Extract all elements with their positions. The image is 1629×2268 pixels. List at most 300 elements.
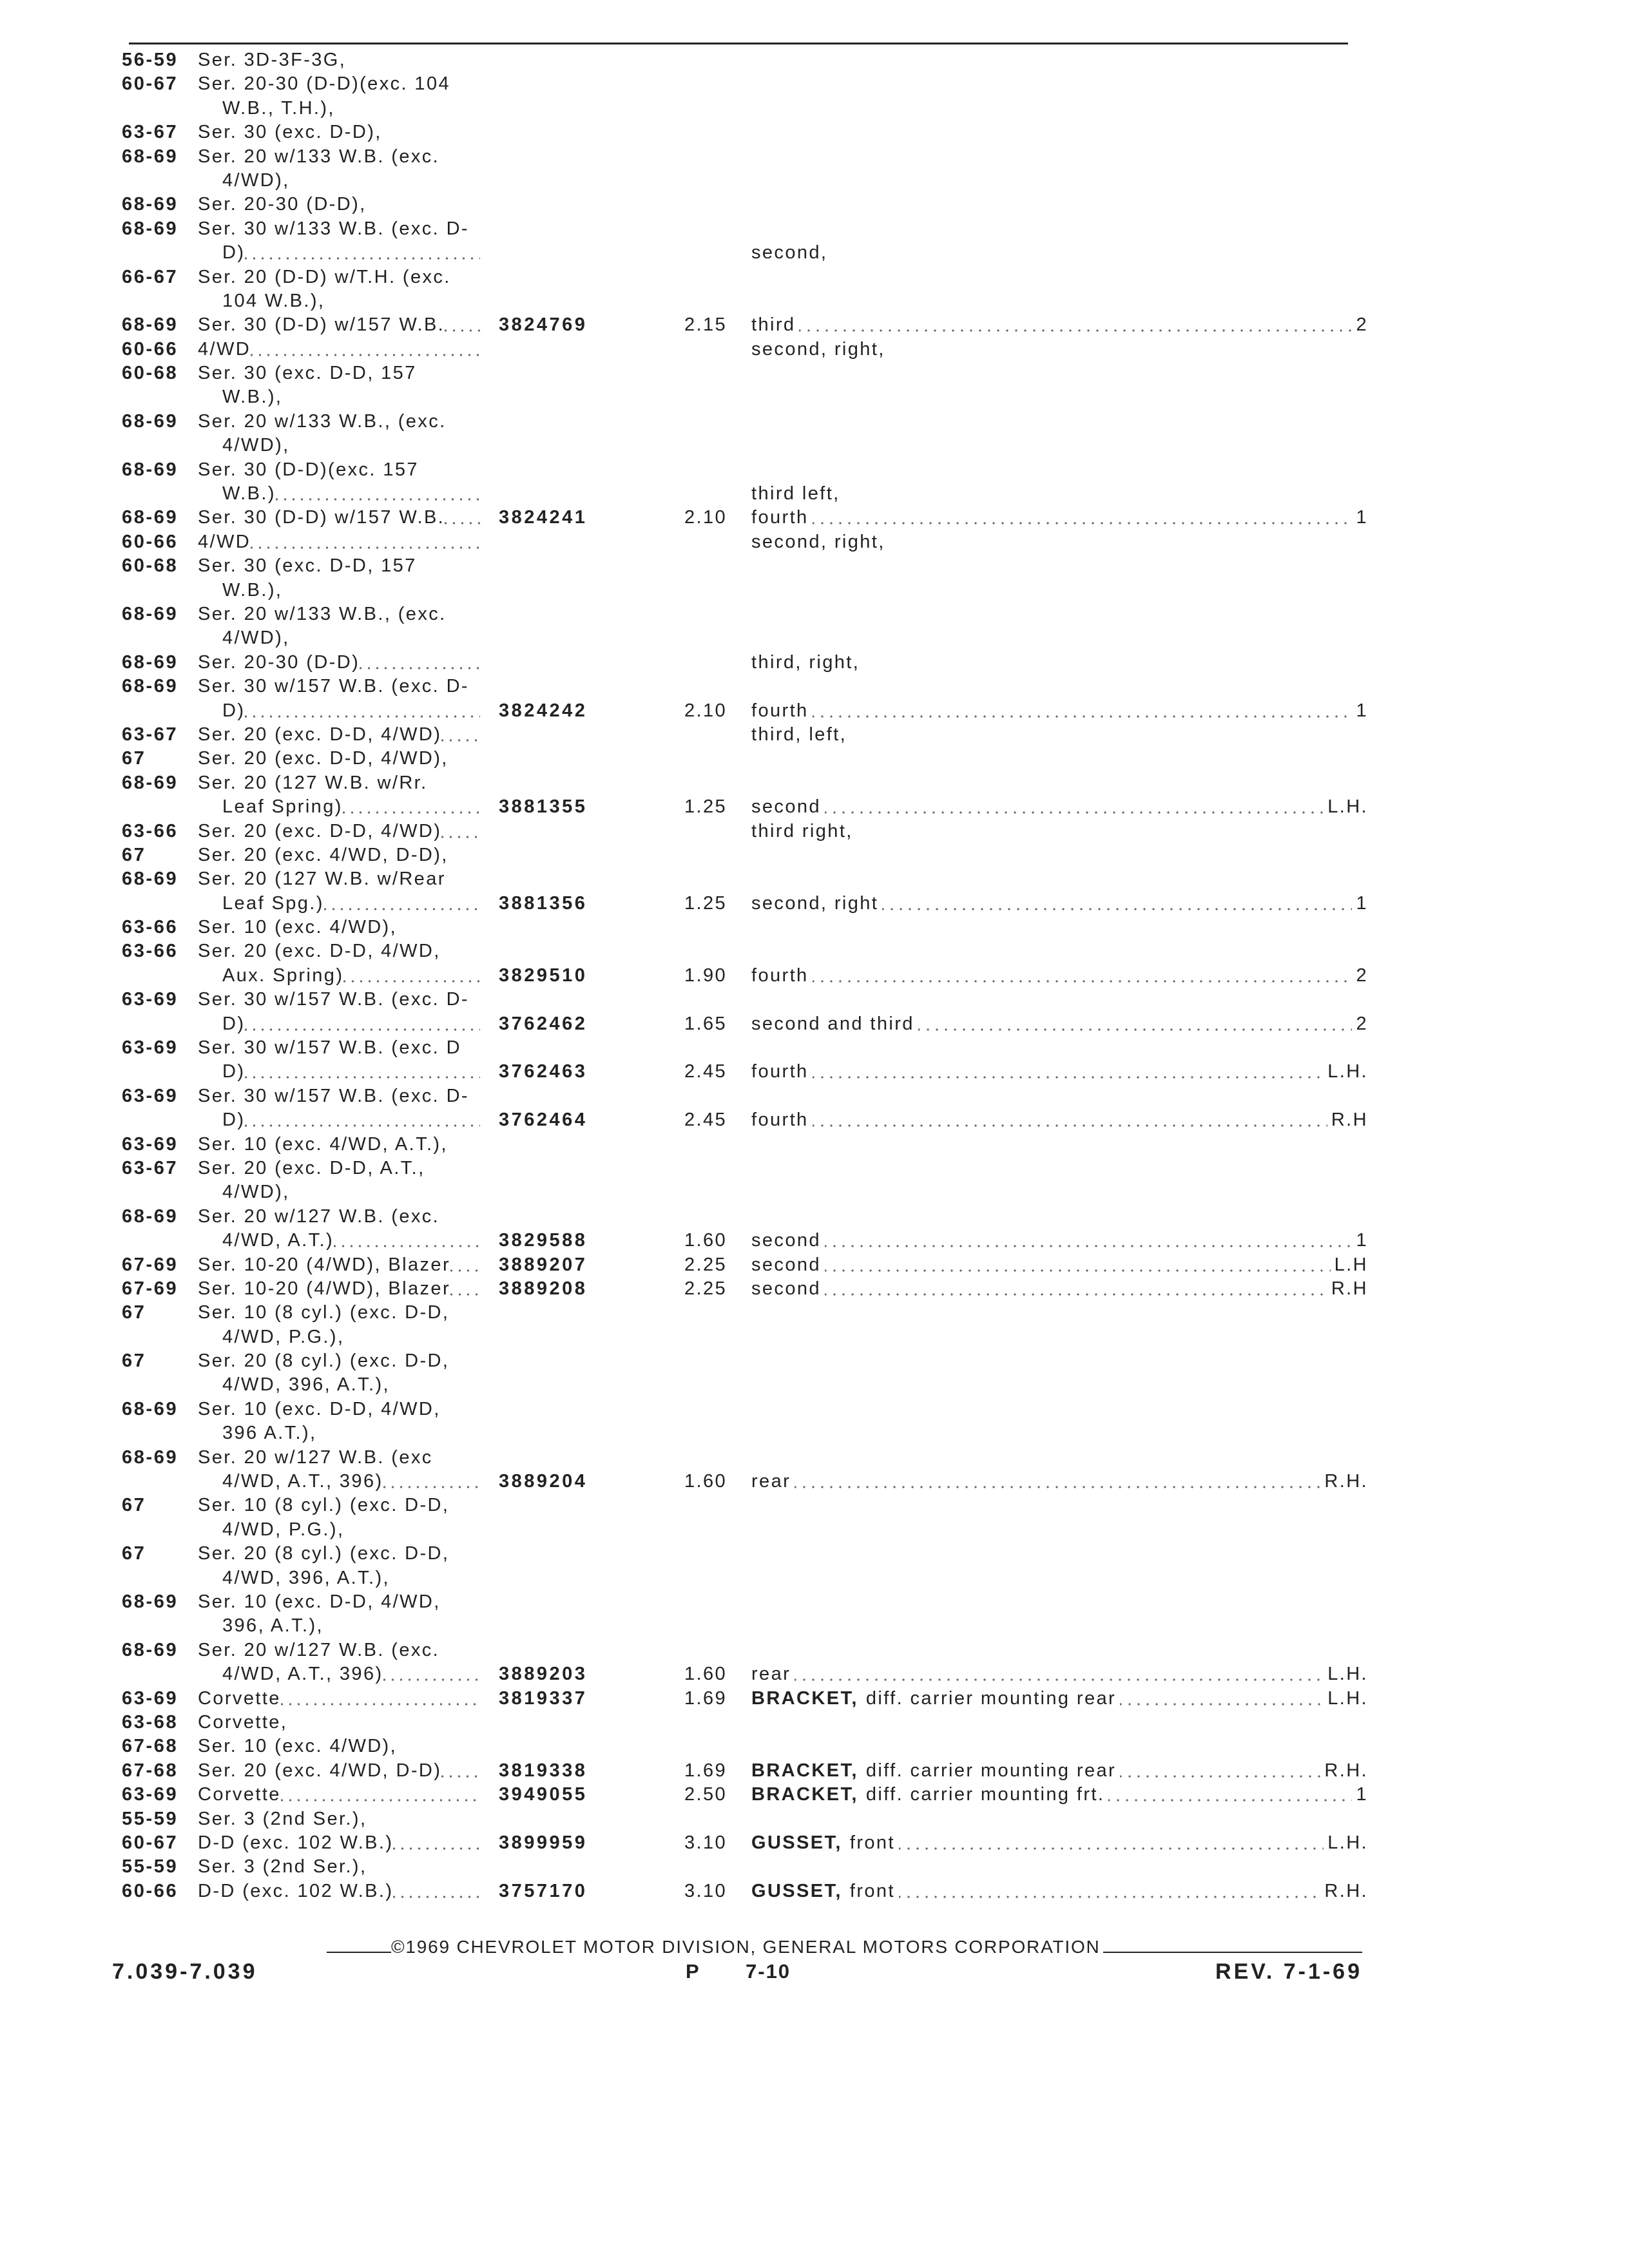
table-row (0, 1398, 1629, 1421)
application-cell (222, 385, 480, 409)
table-row (0, 1590, 1629, 1614)
model-years: 67-68 (122, 1760, 178, 1781)
table-row (0, 338, 1629, 361)
application-text: Ser. 3 (2nd Ser.), (198, 1808, 367, 1829)
dot-leader (281, 1783, 480, 1807)
table-row (0, 1349, 1629, 1373)
model-years: 68-69 (122, 1398, 178, 1419)
model-years: 67 (122, 1302, 146, 1323)
quantity: R.H (1331, 1110, 1368, 1131)
application-cell (222, 1325, 480, 1349)
application-cell (222, 795, 480, 819)
model-years: 67 (122, 1543, 146, 1564)
price: 1.25 (684, 796, 727, 818)
application-text: 4/WD, 396, A.T.), (222, 1374, 390, 1396)
description-cell (751, 1012, 1368, 1036)
application-cell (222, 892, 480, 916)
application-text: Ser. 10 (exc. D-D, 4/WD, (198, 1591, 441, 1612)
application-cell (198, 1542, 480, 1566)
description-cell (751, 1470, 1368, 1494)
application-cell (222, 1566, 480, 1590)
model-years: 60-66 (122, 531, 178, 552)
application-cell (198, 193, 480, 216)
application-cell (198, 1831, 480, 1855)
price: 2.25 (684, 1254, 727, 1275)
price: 2.50 (684, 1784, 727, 1805)
application-text: Ser. 20-30 (D-D), (198, 194, 367, 215)
application-cell (198, 771, 480, 795)
application-text: Ser. 20 (8 cyl.) (exc. D-D, (198, 1350, 450, 1372)
model-years: 63-69 (122, 1133, 178, 1155)
application-text: Ser. 20 (exc. 4/WD, D-D), (198, 844, 448, 865)
application-cell (198, 48, 480, 72)
dot-leader (899, 1831, 1324, 1855)
application-cell (198, 1687, 480, 1711)
part-description: diff. carrier mounting rear (865, 1760, 1117, 1781)
model-years: 55-59 (122, 1856, 178, 1878)
dot-leader (245, 699, 480, 723)
dot-leader (441, 1759, 480, 1783)
table-row (0, 1012, 1629, 1036)
application-text: Ser. 20 w/127 W.B. (exc (198, 1446, 433, 1468)
description-cell (751, 1060, 1368, 1084)
description-cell (751, 482, 1368, 506)
model-years: 68-69 (122, 1639, 178, 1660)
application-cell (198, 939, 480, 963)
model-years: 67-69 (122, 1278, 178, 1299)
application-cell (198, 1301, 480, 1325)
application-cell (198, 1253, 480, 1277)
model-years: 68-69 (122, 1591, 178, 1612)
table-row (0, 1253, 1629, 1277)
application-cell (198, 1398, 480, 1421)
dot-leader (825, 1253, 1331, 1277)
table-row (0, 988, 1629, 1012)
application-text: Ser. 30 (exc. D-D, 157 (198, 555, 417, 577)
model-years: 68-69 (122, 218, 178, 239)
application-text: Ser. 30 (D-D) w/157 W.B. (198, 314, 445, 336)
application-cell (198, 651, 480, 675)
application-cell (198, 1133, 480, 1157)
table-row (0, 506, 1629, 530)
dot-leader (393, 1831, 480, 1855)
dot-leader (795, 1470, 1320, 1494)
part-number: 3819337 (499, 1687, 588, 1709)
table-row (0, 72, 1629, 96)
dot-leader (251, 530, 480, 554)
application-text: 4/WD), (222, 628, 290, 649)
application-text: Ser. 20 w/133 W.B. (exc. (198, 146, 440, 167)
table-row (0, 1229, 1629, 1253)
application-text: Ser. 30 w/133 W.B. (exc. D- (198, 218, 469, 239)
application-cell (222, 1012, 480, 1036)
dot-leader (825, 1229, 1353, 1253)
quantity: R.H. (1324, 1760, 1368, 1781)
application-text: Ser. 10-20 (4/WD), Blazer (198, 1278, 450, 1299)
part-number: 3824769 (499, 314, 588, 336)
table-row (0, 1518, 1629, 1542)
application-cell (222, 1518, 480, 1542)
price: 3.10 (684, 1880, 727, 1901)
part-number: 3889207 (499, 1254, 588, 1275)
table-row (0, 964, 1629, 988)
part-description: third right, (751, 820, 853, 841)
dot-leader (918, 1012, 1353, 1036)
application-text: Ser. 10 (8 cyl.) (exc. D-D, (198, 1495, 450, 1516)
application-cell (198, 1807, 480, 1831)
application-cell (198, 723, 480, 747)
table-row (0, 1542, 1629, 1566)
model-years: 68-69 (122, 459, 178, 480)
application-text: Ser. 20 (127 W.B. w/Rr. (198, 772, 428, 793)
application-cell (222, 1060, 480, 1084)
application-cell (222, 964, 480, 988)
model-years: 67-69 (122, 1254, 178, 1275)
table-row (0, 843, 1629, 867)
application-text: Ser. 30 (exc. D-D), (198, 122, 382, 143)
part-description: fourth (751, 700, 809, 721)
table-row (0, 1566, 1629, 1590)
top-rule (129, 43, 1348, 44)
dot-leader (813, 1060, 1324, 1084)
application-cell (198, 675, 480, 698)
model-years: 60-67 (122, 73, 178, 95)
quantity: 1 (1356, 1784, 1368, 1805)
part-number: 3949055 (499, 1784, 588, 1805)
table-row (0, 1831, 1629, 1855)
price: 2.45 (684, 1061, 727, 1082)
application-cell (198, 820, 480, 843)
application-text: Corvette (198, 1687, 281, 1709)
application-cell (198, 361, 480, 385)
application-cell (198, 120, 480, 144)
application-cell (198, 1735, 480, 1758)
application-text: Ser. 20 (127 W.B. w/Rear (198, 869, 446, 890)
dot-leader (813, 506, 1353, 530)
part-description: front (849, 1880, 895, 1901)
application-text: Ser. 20 (D-D) w/T.H. (exc. (198, 266, 451, 287)
table-row (0, 554, 1629, 578)
application-cell (222, 1470, 480, 1494)
application-text: 4/WD), (222, 169, 290, 191)
table-row (0, 1277, 1629, 1301)
table-row (0, 626, 1629, 650)
price: 2.15 (684, 314, 727, 336)
application-cell (198, 916, 480, 939)
application-cell (222, 434, 480, 457)
price: 2.25 (684, 1278, 727, 1299)
application-cell (222, 1108, 480, 1132)
table-row (0, 1879, 1629, 1903)
description-cell (751, 530, 1368, 554)
part-number: 3824241 (499, 507, 588, 528)
model-years: 63-67 (122, 1157, 178, 1178)
description-cell (751, 1108, 1368, 1132)
part-description: second (751, 1254, 821, 1275)
description-cell (751, 1759, 1368, 1783)
dot-leader (795, 1662, 1324, 1686)
application-cell (222, 1180, 480, 1204)
table-row (0, 723, 1629, 747)
part-number: 3889203 (499, 1664, 588, 1685)
description-cell (751, 1783, 1368, 1807)
application-cell (198, 1759, 480, 1783)
page-number: 7-10 (746, 1960, 791, 1983)
table-row (0, 289, 1629, 313)
application-text: Ser. 20 (exc. D-D, 4/WD), (198, 748, 448, 769)
model-years: 67 (122, 844, 146, 865)
application-text: 4/WD, 396, A.T.), (222, 1567, 390, 1588)
price: 2.45 (684, 1110, 727, 1131)
model-years: 68-69 (122, 1206, 178, 1227)
application-text: 4/WD, P.G.), (222, 1519, 345, 1540)
part-number: 3889208 (499, 1278, 588, 1299)
part-number: 3762463 (499, 1061, 588, 1082)
description-cell (751, 1253, 1368, 1277)
application-cell (198, 1349, 480, 1373)
quantity: 2 (1356, 965, 1368, 986)
application-text: 4/WD, A.T., 396) (222, 1664, 383, 1685)
model-years: 55-59 (122, 1808, 178, 1829)
application-text: Ser. 20 w/127 W.B. (exc. (198, 1206, 440, 1227)
model-years: 63-69 (122, 1085, 178, 1106)
part-description: second (751, 796, 821, 818)
model-years: 63-69 (122, 1687, 178, 1709)
application-cell (198, 217, 480, 241)
dot-leader (343, 795, 480, 819)
revision-date: REV. 7-1-69 (1215, 1959, 1362, 1984)
dot-leader (360, 651, 480, 675)
application-cell (198, 1084, 480, 1108)
model-years: 68-69 (122, 603, 178, 624)
dot-leader (825, 1277, 1327, 1301)
table-row (0, 916, 1629, 939)
quantity: L.H (1334, 1254, 1368, 1275)
dot-leader (343, 964, 480, 988)
dot-leader (445, 506, 480, 530)
quantity: L.H. (1327, 1664, 1368, 1685)
application-text: Ser. 20 (exc. D-D, 4/WD) (198, 820, 442, 841)
copyright-text: ©1969 CHEVROLET MOTOR DIVISION, GENERAL MOTORS CORPORATION (391, 1937, 1101, 1957)
page-prefix: P (686, 1960, 699, 1983)
part-description: third, right, (751, 651, 860, 673)
model-years: 63-66 (122, 941, 178, 962)
application-text: Aux. Spring) (222, 965, 344, 986)
application-text: 104 W.B.), (222, 290, 325, 311)
part-description: second, right, (751, 338, 885, 360)
application-cell (222, 241, 480, 265)
model-years: 63-67 (122, 122, 178, 143)
application-text: W.B., T.H.), (222, 97, 335, 119)
table-row (0, 1446, 1629, 1470)
part-name: GUSSET, (751, 1832, 842, 1853)
quantity: L.H. (1327, 796, 1368, 818)
dot-leader (882, 892, 1352, 916)
dot-leader (1120, 1759, 1320, 1783)
price: 1.25 (684, 892, 727, 914)
part-description: front (849, 1832, 895, 1853)
dot-leader (245, 241, 480, 265)
application-cell (198, 1036, 480, 1060)
part-description: fourth (751, 507, 809, 528)
model-years: 63-66 (122, 820, 178, 841)
table-row (0, 410, 1629, 434)
model-years: 68-69 (122, 194, 178, 215)
dot-leader (1108, 1783, 1352, 1807)
model-years: 67 (122, 1350, 146, 1372)
model-years: 68-69 (122, 869, 178, 890)
model-years: 60-68 (122, 363, 178, 384)
model-years: 60-66 (122, 338, 178, 360)
application-text: Ser. 10 (exc. D-D, 4/WD, (198, 1398, 441, 1419)
table-row (0, 939, 1629, 963)
table-row (0, 385, 1629, 409)
part-number: 3899959 (499, 1832, 588, 1853)
quantity: 2 (1356, 314, 1368, 336)
price: 3.10 (684, 1832, 727, 1853)
description-cell (751, 506, 1368, 530)
table-row (0, 1855, 1629, 1879)
model-years: 63-69 (122, 1037, 178, 1059)
model-years: 56-59 (122, 50, 178, 70)
model-years: 67 (122, 748, 146, 769)
application-text: 4/WD, P.G.), (222, 1326, 345, 1347)
application-text: Ser. 3D-3F-3G, (198, 50, 347, 70)
footer-rule-left (327, 1952, 391, 1953)
dot-leader (393, 1879, 480, 1903)
price: 2.10 (684, 700, 727, 721)
footer-rule-right (1103, 1952, 1362, 1953)
application-text: W.B.), (222, 579, 283, 601)
quantity: L.H. (1327, 1832, 1368, 1853)
model-years: 60-67 (122, 1832, 178, 1853)
application-cell (198, 1711, 480, 1735)
part-name: GUSSET, (751, 1880, 842, 1901)
part-number: 3762462 (499, 1013, 588, 1034)
model-years: 63-67 (122, 724, 178, 745)
quantity: R.H (1331, 1278, 1368, 1299)
part-name: BRACKET, (751, 1760, 858, 1781)
application-cell (198, 867, 480, 891)
table-row (0, 1759, 1629, 1783)
table-row (0, 1421, 1629, 1445)
dot-leader (1120, 1687, 1324, 1711)
application-cell (198, 554, 480, 578)
part-description: diff. carrier mounting rear (865, 1687, 1117, 1709)
part-name: BRACKET, (751, 1687, 858, 1709)
application-cell (198, 1639, 480, 1662)
table-row (0, 193, 1629, 216)
dot-leader (825, 795, 1324, 819)
application-cell (222, 289, 480, 313)
part-number: 3762464 (499, 1110, 588, 1131)
application-cell (222, 1229, 480, 1253)
model-years: 63-69 (122, 989, 178, 1010)
model-years: 68-69 (122, 651, 178, 673)
table-row (0, 602, 1629, 626)
table-row (0, 265, 1629, 289)
table-row (0, 1662, 1629, 1686)
application-text: Ser. 30 (D-D) w/157 W.B. (198, 507, 445, 528)
dot-leader (324, 892, 480, 916)
dot-leader (383, 1662, 480, 1686)
application-text: Ser. 20 (exc. D-D, 4/WD, (198, 941, 441, 962)
application-cell (198, 530, 480, 554)
dot-leader (445, 313, 480, 337)
table-row (0, 1470, 1629, 1494)
application-cell (198, 1446, 480, 1470)
application-text: Ser. 20 w/133 W.B., (exc. (198, 410, 447, 432)
table-row (0, 1783, 1629, 1807)
copyright-line (327, 1934, 1362, 1960)
table-row (0, 1711, 1629, 1735)
application-text: Ser. 20 (exc. D-D, 4/WD) (198, 724, 442, 745)
table-row (0, 434, 1629, 457)
table-row (0, 867, 1629, 891)
model-years: 63-68 (122, 1711, 178, 1733)
part-description: second, right (751, 892, 879, 914)
table-row (0, 217, 1629, 241)
table-row (0, 1373, 1629, 1397)
application-text: Ser. 30 w/157 W.B. (exc. D- (198, 1085, 469, 1106)
part-number: 3829588 (499, 1230, 588, 1251)
part-description: rear (751, 1664, 791, 1685)
description-cell (751, 723, 1368, 747)
price: 1.60 (684, 1664, 727, 1685)
table-row (0, 1687, 1629, 1711)
price: 2.10 (684, 507, 727, 528)
dot-leader (813, 699, 1353, 723)
description-cell (751, 1662, 1368, 1686)
application-text: D) (222, 700, 246, 721)
part-description: third (751, 314, 796, 336)
part-number: 3889204 (499, 1471, 588, 1492)
table-row (0, 579, 1629, 602)
table-row (0, 1735, 1629, 1758)
application-text: 4/WD, A.T.) (222, 1230, 334, 1251)
quantity: 1 (1356, 507, 1368, 528)
model-years: 63-66 (122, 917, 178, 938)
table-row (0, 1157, 1629, 1180)
dot-leader (245, 1108, 480, 1132)
application-cell (198, 1277, 480, 1301)
application-cell (198, 145, 480, 169)
price: 1.60 (684, 1471, 727, 1492)
application-cell (198, 313, 480, 337)
table-row (0, 1060, 1629, 1084)
dot-leader (813, 1108, 1327, 1132)
application-cell (198, 843, 480, 867)
part-description: second, right, (751, 531, 885, 552)
application-cell (222, 1662, 480, 1686)
application-cell (198, 458, 480, 482)
parts-table (0, 48, 1629, 1903)
description-cell (751, 1687, 1368, 1711)
application-text: Leaf Spring) (222, 796, 343, 818)
table-row (0, 97, 1629, 120)
table-row (0, 120, 1629, 144)
application-text: Ser. 30 w/157 W.B. (exc. D- (198, 676, 469, 697)
model-years: 63-69 (122, 1784, 178, 1805)
application-text: Leaf Spg.) (222, 892, 324, 914)
table-row (0, 820, 1629, 843)
quantity: 2 (1356, 1013, 1368, 1034)
table-row (0, 169, 1629, 193)
table-row (0, 771, 1629, 795)
application-text: Corvette, (198, 1711, 288, 1733)
application-text: 4/WD), (222, 435, 290, 456)
table-row (0, 48, 1629, 72)
